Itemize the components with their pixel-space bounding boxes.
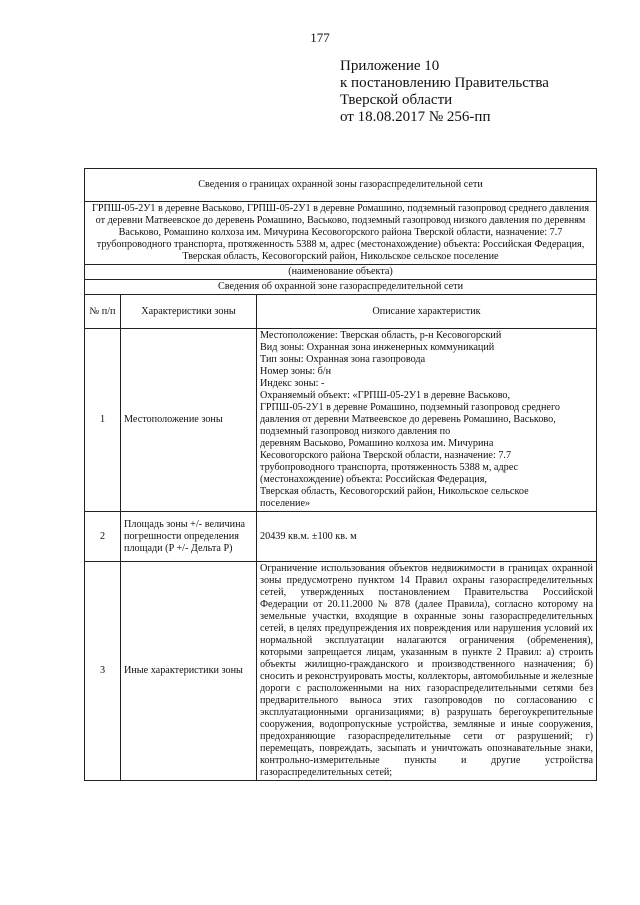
zone-info-table [84, 168, 597, 781]
header-description: Описание характеристик [257, 295, 597, 329]
description-line: (местонахождение) объекта: Российская Федерация, [260, 474, 487, 485]
row-description: 20439 кв.м. ±100 кв. м [257, 512, 597, 562]
row-description: Ограничение использования объектов недвижимости в границах охранной зоны предусмотрено пунктом 14 Правил охраны газораспределительных сетей, утвержденных постановлением Правительства Российской Федерации от 20.11.2000 № 878 (далее Правила), согласно которому на земельные участки, входящие в охранные зоны газораспределительных сетей, в целях предупреждения их повреждения или нарушения условий их нормальной эксплуатации налагаются ограничения (обременения), которыми запрещается лицам, указанным в пункте 2 Правил: а) строить объекты жилищно-гражданского и производственного назначения; б) сносить и реконструировать мосты, коллекторы, автомобильные и железные дороги с расположенными на них газораспределительными сетями без предварительного выноса этих газопроводов по согласованию с эксплуатационными организациями; в) разрушать берегоукрепительные сооружения, водопропускные устройства, земляные и иные сооружения, предохраняющие газораспределительные сети от разрушений; г) перемещать, повреждать, засыпать и уничтожать опознавательные знаки, контрольно-измерительные пункты и другие устройства газораспределительных сетей; [257, 562, 597, 781]
row-number: 2 [85, 512, 121, 562]
page-number: 177 [310, 30, 330, 45]
table-title: Сведения о границах охранной зоны газораспределительной сети [85, 169, 597, 202]
description-line: Кесовогорского района Тверской области, назначение: 7.7 [260, 450, 512, 461]
description-line: Вид зоны: Охранная зона инженерных коммуникаций [260, 342, 495, 353]
appendix-line: Приложение 10 [340, 58, 440, 74]
header-characteristic: Характеристики зоны [121, 295, 257, 329]
appendix-block [340, 58, 630, 126]
row-characteristic: Площадь зоны +/- величина погрешности определения площади (P +/- Дельта P) [121, 512, 257, 562]
description-line: ГРПШ-05-2У1 в деревне Ромашино, подземный газопровод среднего [260, 402, 560, 413]
description-line: подземный газопровод низкого давления по [260, 426, 451, 437]
description-line: Местоположение: Тверская область, р-н Кесовогорский [260, 330, 502, 341]
appendix-line: к постановлению Правительства [340, 75, 549, 91]
description-line: трубопроводного транспорта, протяженность 5388 м, адрес [260, 462, 519, 473]
header-num: № п/п [85, 295, 121, 329]
description-line: Тверская область, Кесовогорский район, Никольское сельское [260, 486, 529, 497]
description-line: Охраняемый объект: «ГРПШ-05-2У1 в деревне Васьково, [260, 390, 511, 401]
row-characteristic: Местоположение зоны [121, 329, 257, 512]
description-line: давления от деревни Матвеевское до деревень Ромашино, Васьково, [260, 414, 556, 425]
table-row [85, 562, 597, 781]
row-number: 1 [85, 329, 121, 512]
appendix-line: Тверской области [340, 92, 453, 108]
description-line: Тип зоны: Охранная зона газопровода [260, 354, 426, 365]
table-row [85, 512, 597, 562]
object-description: ГРПШ-05-2У1 в деревне Васьково, ГРПШ-05-2У1 в деревне Ромашино, подземный газопровод среднего давления от деревни Матвеевское до деревень Ромашино, Васьково, подземный газопровод низкого давления по деревням Васьково, Ромашино колхоза им. Мичурина Кесовогорского района Тверской области, назначение: 7.7 трубопроводного транспорта, протяженность 5388 м, адрес (местонахождение) объекта: Российская Федерация, Тверская область, Кесовогорский район, Никольское сельское поселение [85, 202, 597, 265]
description-line: Номер зоны: б/н [260, 366, 332, 377]
table-row [85, 329, 597, 512]
description-line: деревням Васьково, Ромашино колхоза им. Мичурина [260, 438, 494, 449]
object-caption: (наименование объекта) [85, 265, 597, 280]
row-number: 3 [85, 562, 121, 781]
description-line: Индекс зоны: - [260, 378, 325, 389]
section-title: Сведения об охранной зоне газораспределительной сети [85, 280, 597, 295]
row-characteristic: Иные характеристики зоны [121, 562, 257, 781]
description-line: поселение» [260, 498, 311, 509]
row-description [257, 329, 597, 512]
appendix-line: от 18.08.2017 № 256-пп [340, 109, 491, 125]
